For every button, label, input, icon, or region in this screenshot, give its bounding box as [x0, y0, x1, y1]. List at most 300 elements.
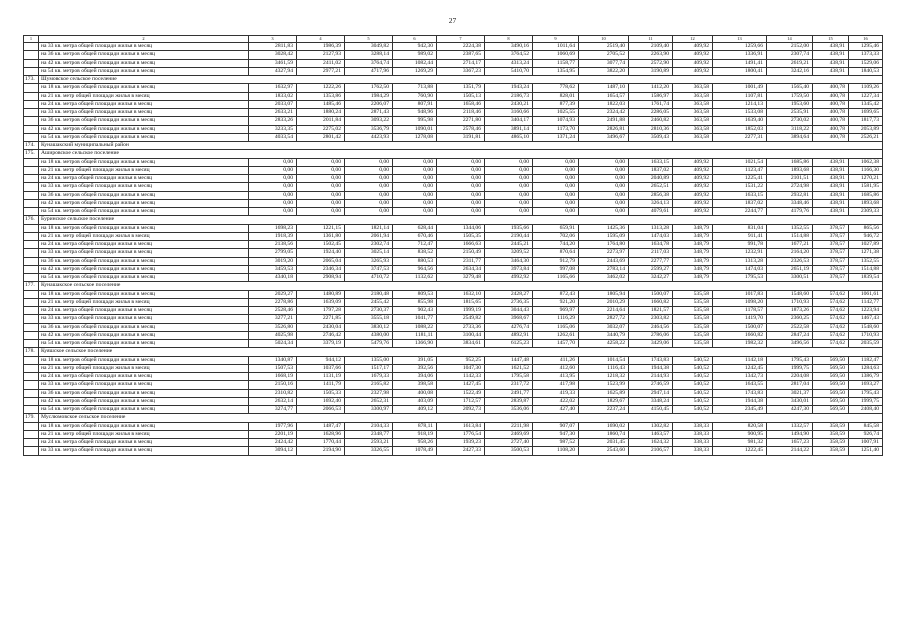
- table-row: [24, 331, 883, 339]
- row-index-cell: [24, 191, 39, 199]
- value-cell: 3077,74: [579, 59, 629, 67]
- table-row: [24, 323, 883, 331]
- value-cell: 1078,49: [393, 447, 437, 455]
- value-cell: 569,50: [813, 389, 849, 397]
- value-cell: 3822,20: [579, 67, 629, 75]
- row-index-cell: [24, 257, 39, 265]
- row-label: на 21 кв. метр общей площади жилья в месяц: [39, 298, 249, 306]
- value-cell: 3526,80: [249, 323, 297, 331]
- value-cell: 1270,21: [849, 175, 883, 183]
- value-cell: 378,57: [813, 249, 849, 257]
- value-cell: 3764,74: [345, 59, 393, 67]
- value-cell: 1485,46: [297, 100, 345, 108]
- table-row: [24, 59, 883, 67]
- row-index-cell: [24, 406, 39, 414]
- value-cell: 2244,77: [713, 208, 767, 216]
- value-cell: 2186,73: [485, 92, 533, 100]
- value-cell: 809,53: [393, 290, 437, 298]
- value-cell: 2455,42: [345, 298, 393, 306]
- value-cell: 1795,43: [849, 389, 883, 397]
- value-cell: 1660,82: [629, 298, 673, 306]
- value-cell: 1001,49: [713, 84, 767, 92]
- value-cell: 1182,47: [849, 356, 883, 364]
- value-cell: 1548,60: [767, 290, 813, 298]
- value-cell: 3555,18: [345, 315, 393, 323]
- row-label: на 18 кв. метров общей площади жилья в месяц: [39, 224, 249, 232]
- value-cell: 2811,83: [249, 43, 297, 51]
- value-cell: 1795,53: [713, 274, 767, 282]
- column-number-12: 12: [673, 36, 713, 43]
- column-number-13: 13: [713, 36, 767, 43]
- value-cell: 3049,82: [345, 43, 393, 51]
- value-cell: 878,11: [393, 422, 437, 430]
- value-cell: 3300,51: [767, 274, 813, 282]
- value-cell: 438,91: [813, 158, 849, 166]
- value-cell: 1116,43: [579, 364, 629, 372]
- value-cell: 944,12: [297, 356, 345, 364]
- value-cell: 0,00: [393, 208, 437, 216]
- value-cell: 1743,83: [713, 389, 767, 397]
- value-cell: 1837,02: [713, 199, 767, 207]
- value-cell: 569,50: [813, 356, 849, 364]
- value-cell: 1837,02: [629, 166, 673, 174]
- value-cell: 3028,42: [249, 51, 297, 59]
- value-cell: 1776,54: [437, 430, 485, 438]
- value-cell: 1893,68: [767, 166, 813, 174]
- value-cell: 0,00: [297, 158, 345, 166]
- value-cell: 4865,10: [485, 133, 533, 141]
- value-cell: 363,58: [673, 84, 713, 92]
- value-cell: 902,43: [393, 307, 437, 315]
- value-cell: 363,58: [673, 117, 713, 125]
- value-cell: 4380,00: [345, 331, 393, 339]
- table-row: [24, 315, 883, 323]
- value-cell: 3973,84: [485, 265, 533, 273]
- value-cell: 2029,27: [249, 290, 297, 298]
- table-row: [24, 199, 883, 207]
- value-cell: 1770,44: [297, 439, 345, 447]
- value-cell: 348,79: [673, 224, 713, 232]
- value-cell: 3233,35: [249, 125, 297, 133]
- row-label: на 42 кв. метров общей площади жилья в месяц: [39, 199, 249, 207]
- value-cell: 1514,88: [767, 232, 813, 240]
- row-index-cell: [24, 307, 39, 315]
- value-cell: 438,91: [813, 199, 849, 207]
- row-index-cell: [24, 290, 39, 298]
- table-row: [24, 166, 883, 174]
- value-cell: 2847,24: [767, 331, 813, 339]
- value-cell: 574,62: [813, 315, 849, 323]
- value-cell: 438,91: [813, 191, 849, 199]
- value-cell: 1222,26: [297, 84, 345, 92]
- table-row: [24, 406, 883, 414]
- row-label: на 18 кв. метров общей площади жилья в месяц: [39, 356, 249, 364]
- value-cell: 2387,65: [437, 51, 485, 59]
- column-number-3: 3: [249, 36, 297, 43]
- value-cell: 6125,23: [485, 340, 533, 348]
- value-cell: 4033,54: [249, 133, 297, 141]
- value-cell: 540,52: [673, 406, 713, 414]
- value-cell: 3242,16: [767, 67, 813, 75]
- value-cell: 1082,44: [393, 59, 437, 67]
- value-cell: 1222,45: [713, 447, 767, 455]
- value-cell: 348,79: [673, 274, 713, 282]
- value-cell: 3044,43: [485, 307, 533, 315]
- value-cell: 1457,70: [533, 340, 579, 348]
- value-cell: 3191,81: [437, 133, 485, 141]
- column-number-4: 4: [297, 36, 345, 43]
- value-cell: 744,20: [533, 241, 579, 249]
- table-row: [24, 298, 883, 306]
- value-cell: 1873,26: [767, 307, 813, 315]
- value-cell: 3367,23: [437, 67, 485, 75]
- value-cell: 3093,22: [345, 117, 393, 125]
- table-row: [24, 364, 883, 372]
- value-cell: 1586,97: [629, 92, 673, 100]
- value-cell: 1109,26: [849, 84, 883, 92]
- value-cell: 1090,01: [393, 125, 437, 133]
- value-cell: 1352,55: [849, 257, 883, 265]
- row-index-cell: [24, 315, 39, 323]
- row-index-cell: [24, 274, 39, 282]
- value-cell: 358,59: [813, 439, 849, 447]
- value-cell: 2092,73: [437, 406, 485, 414]
- value-cell: 540,52: [673, 364, 713, 372]
- value-cell: 1840,53: [849, 67, 883, 75]
- value-cell: 0,00: [345, 208, 393, 216]
- value-cell: 1107,81: [713, 92, 767, 100]
- value-cell: 2263,90: [629, 51, 673, 59]
- value-cell: 338,33: [673, 447, 713, 455]
- value-cell: 2033,07: [249, 100, 297, 108]
- value-cell: 0,00: [579, 158, 629, 166]
- value-cell: 2786,06: [629, 331, 673, 339]
- value-cell: 1529,06: [849, 59, 883, 67]
- value-cell: 2201,19: [249, 430, 297, 438]
- value-cell: 2705,52: [579, 51, 629, 59]
- value-cell: 2214,64: [579, 307, 629, 315]
- value-cell: 348,79: [673, 249, 713, 257]
- value-cell: 3461,59: [249, 59, 297, 67]
- row-label: на 33 кв. метра общей площади жилья в месяц: [39, 183, 249, 191]
- row-index-cell: [24, 298, 39, 306]
- value-cell: 760,90: [393, 92, 437, 100]
- value-cell: 2714,17: [437, 59, 485, 67]
- row-label: на 18 кв. метров общей площади жилья в месяц: [39, 84, 249, 92]
- value-cell: 1699,65: [849, 109, 883, 117]
- value-cell: 363,58: [673, 125, 713, 133]
- value-cell: 427,40: [533, 406, 579, 414]
- value-cell: 1011,64: [533, 43, 579, 51]
- value-cell: 0,00: [345, 166, 393, 174]
- value-cell: 2164,20: [767, 249, 813, 257]
- table-row: [24, 175, 883, 183]
- value-cell: 3190,89: [629, 67, 673, 75]
- table-row: [24, 422, 883, 430]
- value-cell: 2519,40: [579, 43, 629, 51]
- value-cell: 1505,13: [437, 92, 485, 100]
- value-cell: 1658,46: [437, 100, 485, 108]
- value-cell: 952,25: [437, 356, 485, 364]
- column-number-10: 10: [579, 36, 629, 43]
- value-cell: 574,62: [813, 298, 849, 306]
- value-cell: 1657,23: [767, 439, 813, 447]
- value-cell: 2801,42: [297, 133, 345, 141]
- value-cell: 2310,82: [249, 389, 297, 397]
- value-cell: 1761,74: [629, 100, 673, 108]
- value-cell: 358,59: [813, 447, 849, 455]
- value-cell: 569,50: [813, 373, 849, 381]
- row-label: на 33 кв. метра общей площади жилья в месяц: [39, 381, 249, 389]
- value-cell: 2827,72: [579, 315, 629, 323]
- value-cell: 535,58: [673, 331, 713, 339]
- value-cell: 409,92: [673, 67, 713, 75]
- value-cell: 4150,45: [629, 406, 673, 414]
- value-cell: 1982,32: [713, 340, 767, 348]
- value-cell: 1371,24: [533, 133, 579, 141]
- value-cell: 1302,82: [629, 422, 673, 430]
- table-row: [24, 249, 883, 257]
- section-index: 177.: [24, 282, 39, 290]
- value-cell: 0,00: [345, 191, 393, 199]
- value-cell: 1037,66: [297, 364, 345, 372]
- value-cell: 2109,40: [629, 43, 673, 51]
- value-cell: 1355,00: [345, 356, 393, 364]
- value-cell: 2286,05: [629, 109, 673, 117]
- value-cell: 2326,53: [767, 257, 813, 265]
- value-cell: 2360,25: [767, 315, 813, 323]
- value-cell: 1502,45: [297, 241, 345, 249]
- value-cell: 2634,34: [437, 265, 485, 273]
- value-cell: 0,00: [345, 183, 393, 191]
- value-cell: 1223,94: [849, 307, 883, 315]
- value-cell: 2430,21: [485, 100, 533, 108]
- value-cell: 409,92: [673, 51, 713, 59]
- value-cell: 540,52: [673, 397, 713, 405]
- value-cell: 1098,20: [713, 298, 767, 306]
- value-cell: 0,00: [533, 191, 579, 199]
- value-cell: 1999,75: [767, 364, 813, 372]
- value-cell: 3894,64: [767, 133, 813, 141]
- value-cell: 1123,47: [713, 166, 767, 174]
- table-row: [24, 373, 883, 381]
- value-cell: 2746,42: [297, 331, 345, 339]
- value-cell: 0,00: [579, 199, 629, 207]
- value-cell: 828,01: [533, 92, 579, 100]
- value-cell: 995,98: [393, 117, 437, 125]
- page-number: 27: [448, 16, 457, 25]
- value-cell: 2633,21: [249, 109, 297, 117]
- row-label: на 36 кв. метров общей площади жилья в месяц: [39, 389, 249, 397]
- section-index: 178.: [24, 348, 39, 356]
- row-index-cell: [24, 224, 39, 232]
- value-cell: 378,57: [813, 241, 849, 249]
- value-cell: 1500,07: [713, 323, 767, 331]
- value-cell: 1924,40: [297, 249, 345, 257]
- value-cell: 2833,26: [249, 117, 297, 125]
- value-cell: 4025,98: [249, 331, 297, 339]
- value-cell: 1487,47: [297, 422, 345, 430]
- value-cell: 358,59: [813, 422, 849, 430]
- value-cell: 1660,82: [713, 331, 767, 339]
- row-label: на 21 кв. метр общей площади жилья в месяц: [39, 92, 249, 100]
- value-cell: 0,00: [249, 199, 297, 207]
- value-cell: 3536,06: [485, 406, 533, 414]
- value-cell: 2408,40: [849, 406, 883, 414]
- row-index-cell: [24, 133, 39, 141]
- value-cell: 0,00: [249, 158, 297, 166]
- value-cell: 2144,93: [629, 373, 673, 381]
- value-cell: 438,91: [813, 183, 849, 191]
- value-cell: 0,00: [297, 208, 345, 216]
- table-row: [24, 208, 883, 216]
- value-cell: 1074,93: [533, 117, 579, 125]
- value-cell: 2275,02: [297, 125, 345, 133]
- value-cell: 1491,41: [713, 59, 767, 67]
- row-label: на 21 кв. метр общей площади жилья в месяц: [39, 364, 249, 372]
- value-cell: 5479,76: [345, 340, 393, 348]
- row-index-cell: [24, 199, 39, 207]
- value-cell: 2271,80: [437, 117, 485, 125]
- value-cell: 400,78: [813, 133, 849, 141]
- value-cell: 0,00: [249, 183, 297, 191]
- value-cell: 1710,93: [849, 331, 883, 339]
- value-cell: 1581,95: [849, 183, 883, 191]
- row-index-cell: [24, 125, 39, 133]
- value-cell: 1386,79: [849, 373, 883, 381]
- value-cell: 2856,38: [629, 191, 673, 199]
- value-cell: 400,78: [813, 109, 849, 117]
- table-row: [24, 307, 883, 315]
- value-cell: 3160,66: [485, 109, 533, 117]
- value-cell: 0,00: [345, 175, 393, 183]
- column-number-6: 6: [393, 36, 437, 43]
- column-number-5: 5: [345, 36, 393, 43]
- value-cell: 2733,36: [437, 323, 485, 331]
- value-cell: 2424,42: [249, 439, 297, 447]
- value-cell: 3288,14: [345, 51, 393, 59]
- value-cell: 2104,33: [345, 422, 393, 430]
- value-cell: 3440,79: [579, 331, 629, 339]
- value-cell: 981,32: [713, 439, 767, 447]
- value-cell: 900,95: [713, 430, 767, 438]
- value-cell: 535,58: [673, 307, 713, 315]
- row-label: на 42 кв. метров общей площади жилья в месяц: [39, 125, 249, 133]
- value-cell: 378,57: [813, 232, 849, 240]
- value-cell: 1340,87: [249, 356, 297, 364]
- value-cell: 1654,57: [579, 92, 629, 100]
- section-row: [24, 150, 883, 158]
- value-cell: 3300,97: [345, 406, 393, 414]
- value-cell: 2491,88: [579, 117, 629, 125]
- value-cell: 1354,95: [533, 67, 579, 75]
- value-cell: 409,92: [673, 59, 713, 67]
- value-cell: 2180,48: [345, 290, 393, 298]
- column-number-8: 8: [485, 36, 533, 43]
- row-label: на 33 кв. метра общей площади жилья в месяц: [39, 43, 249, 51]
- value-cell: 3100,44: [437, 331, 485, 339]
- value-cell: 412,60: [533, 364, 579, 372]
- value-cell: 1232,91: [713, 249, 767, 257]
- row-label: на 36 кв. метров общей площади жилья в месяц: [39, 191, 249, 199]
- value-cell: 1351,79: [437, 84, 485, 92]
- table-row: [24, 100, 883, 108]
- value-cell: 2977,21: [297, 67, 345, 75]
- value-cell: 1017,83: [713, 290, 767, 298]
- value-cell: 1336,91: [713, 51, 767, 59]
- value-cell: 0,00: [437, 175, 485, 183]
- value-cell: 0,00: [533, 175, 579, 183]
- column-number-2: 2: [39, 36, 249, 43]
- value-cell: 2543,60: [579, 447, 629, 455]
- value-cell: 3326,55: [345, 447, 393, 455]
- value-cell: 1142,33: [437, 373, 485, 381]
- section-title: Буринское сельское поселение: [39, 216, 883, 224]
- column-number-11: 11: [629, 36, 673, 43]
- value-cell: 569,50: [813, 364, 849, 372]
- value-cell: 409,92: [673, 158, 713, 166]
- value-cell: 394,06: [393, 373, 437, 381]
- value-cell: 1633,15: [629, 158, 673, 166]
- value-cell: 2311,77: [437, 257, 485, 265]
- value-cell: 1342,73: [713, 373, 767, 381]
- row-index-cell: [24, 356, 39, 364]
- value-cell: 2277,77: [629, 257, 673, 265]
- value-cell: 2619,21: [767, 59, 813, 67]
- value-cell: 0,00: [485, 191, 533, 199]
- value-cell: 400,78: [813, 125, 849, 133]
- value-cell: 392,56: [393, 364, 437, 372]
- value-cell: 1833,02: [249, 92, 297, 100]
- value-cell: 358,59: [813, 430, 849, 438]
- value-cell: 989,02: [393, 51, 437, 59]
- value-cell: 2839,87: [485, 397, 533, 405]
- value-cell: 3025,14: [345, 249, 393, 257]
- row-index-cell: [24, 397, 39, 405]
- value-cell: 1278,08: [393, 133, 437, 141]
- value-cell: 1373,33: [849, 51, 883, 59]
- row-label: на 54 кв. метров общей площади жилья в месяц: [39, 340, 249, 348]
- row-label: на 54 кв. метров общей площади жилья в месяц: [39, 274, 249, 282]
- value-cell: 2152,00: [767, 43, 813, 51]
- value-cell: 2224,38: [437, 43, 485, 51]
- value-cell: 1116,29: [533, 315, 579, 323]
- value-cell: 3242,27: [629, 274, 673, 282]
- value-cell: 1427,45: [437, 381, 485, 389]
- value-cell: 409,92: [673, 208, 713, 216]
- value-cell: 921,20: [533, 298, 579, 306]
- value-cell: 348,79: [673, 241, 713, 249]
- value-cell: 540,52: [673, 381, 713, 389]
- value-cell: 3019,20: [249, 257, 297, 265]
- value-cell: 1088,22: [393, 323, 437, 331]
- value-cell: 1242,45: [713, 364, 767, 372]
- row-label: на 24 кв. метра общей площади жилья в месяц: [39, 100, 249, 108]
- value-cell: 713,88: [393, 84, 437, 92]
- row-label: на 18 кв. метров общей площади жилья в месяц: [39, 290, 249, 298]
- row-index-cell: [24, 364, 39, 372]
- value-cell: 4892,91: [485, 331, 533, 339]
- value-cell: 3265,93: [345, 257, 393, 265]
- value-cell: 4717,96: [345, 67, 393, 75]
- row-label: на 21 кв. метр общей площади жилья в месяц: [39, 232, 249, 240]
- value-cell: 1628,96: [297, 430, 345, 438]
- value-cell: 2736,35: [485, 298, 533, 306]
- table-row: [24, 265, 883, 273]
- column-number-1: 1: [24, 36, 39, 43]
- value-cell: 0,00: [437, 199, 485, 207]
- value-cell: 574,62: [813, 323, 849, 331]
